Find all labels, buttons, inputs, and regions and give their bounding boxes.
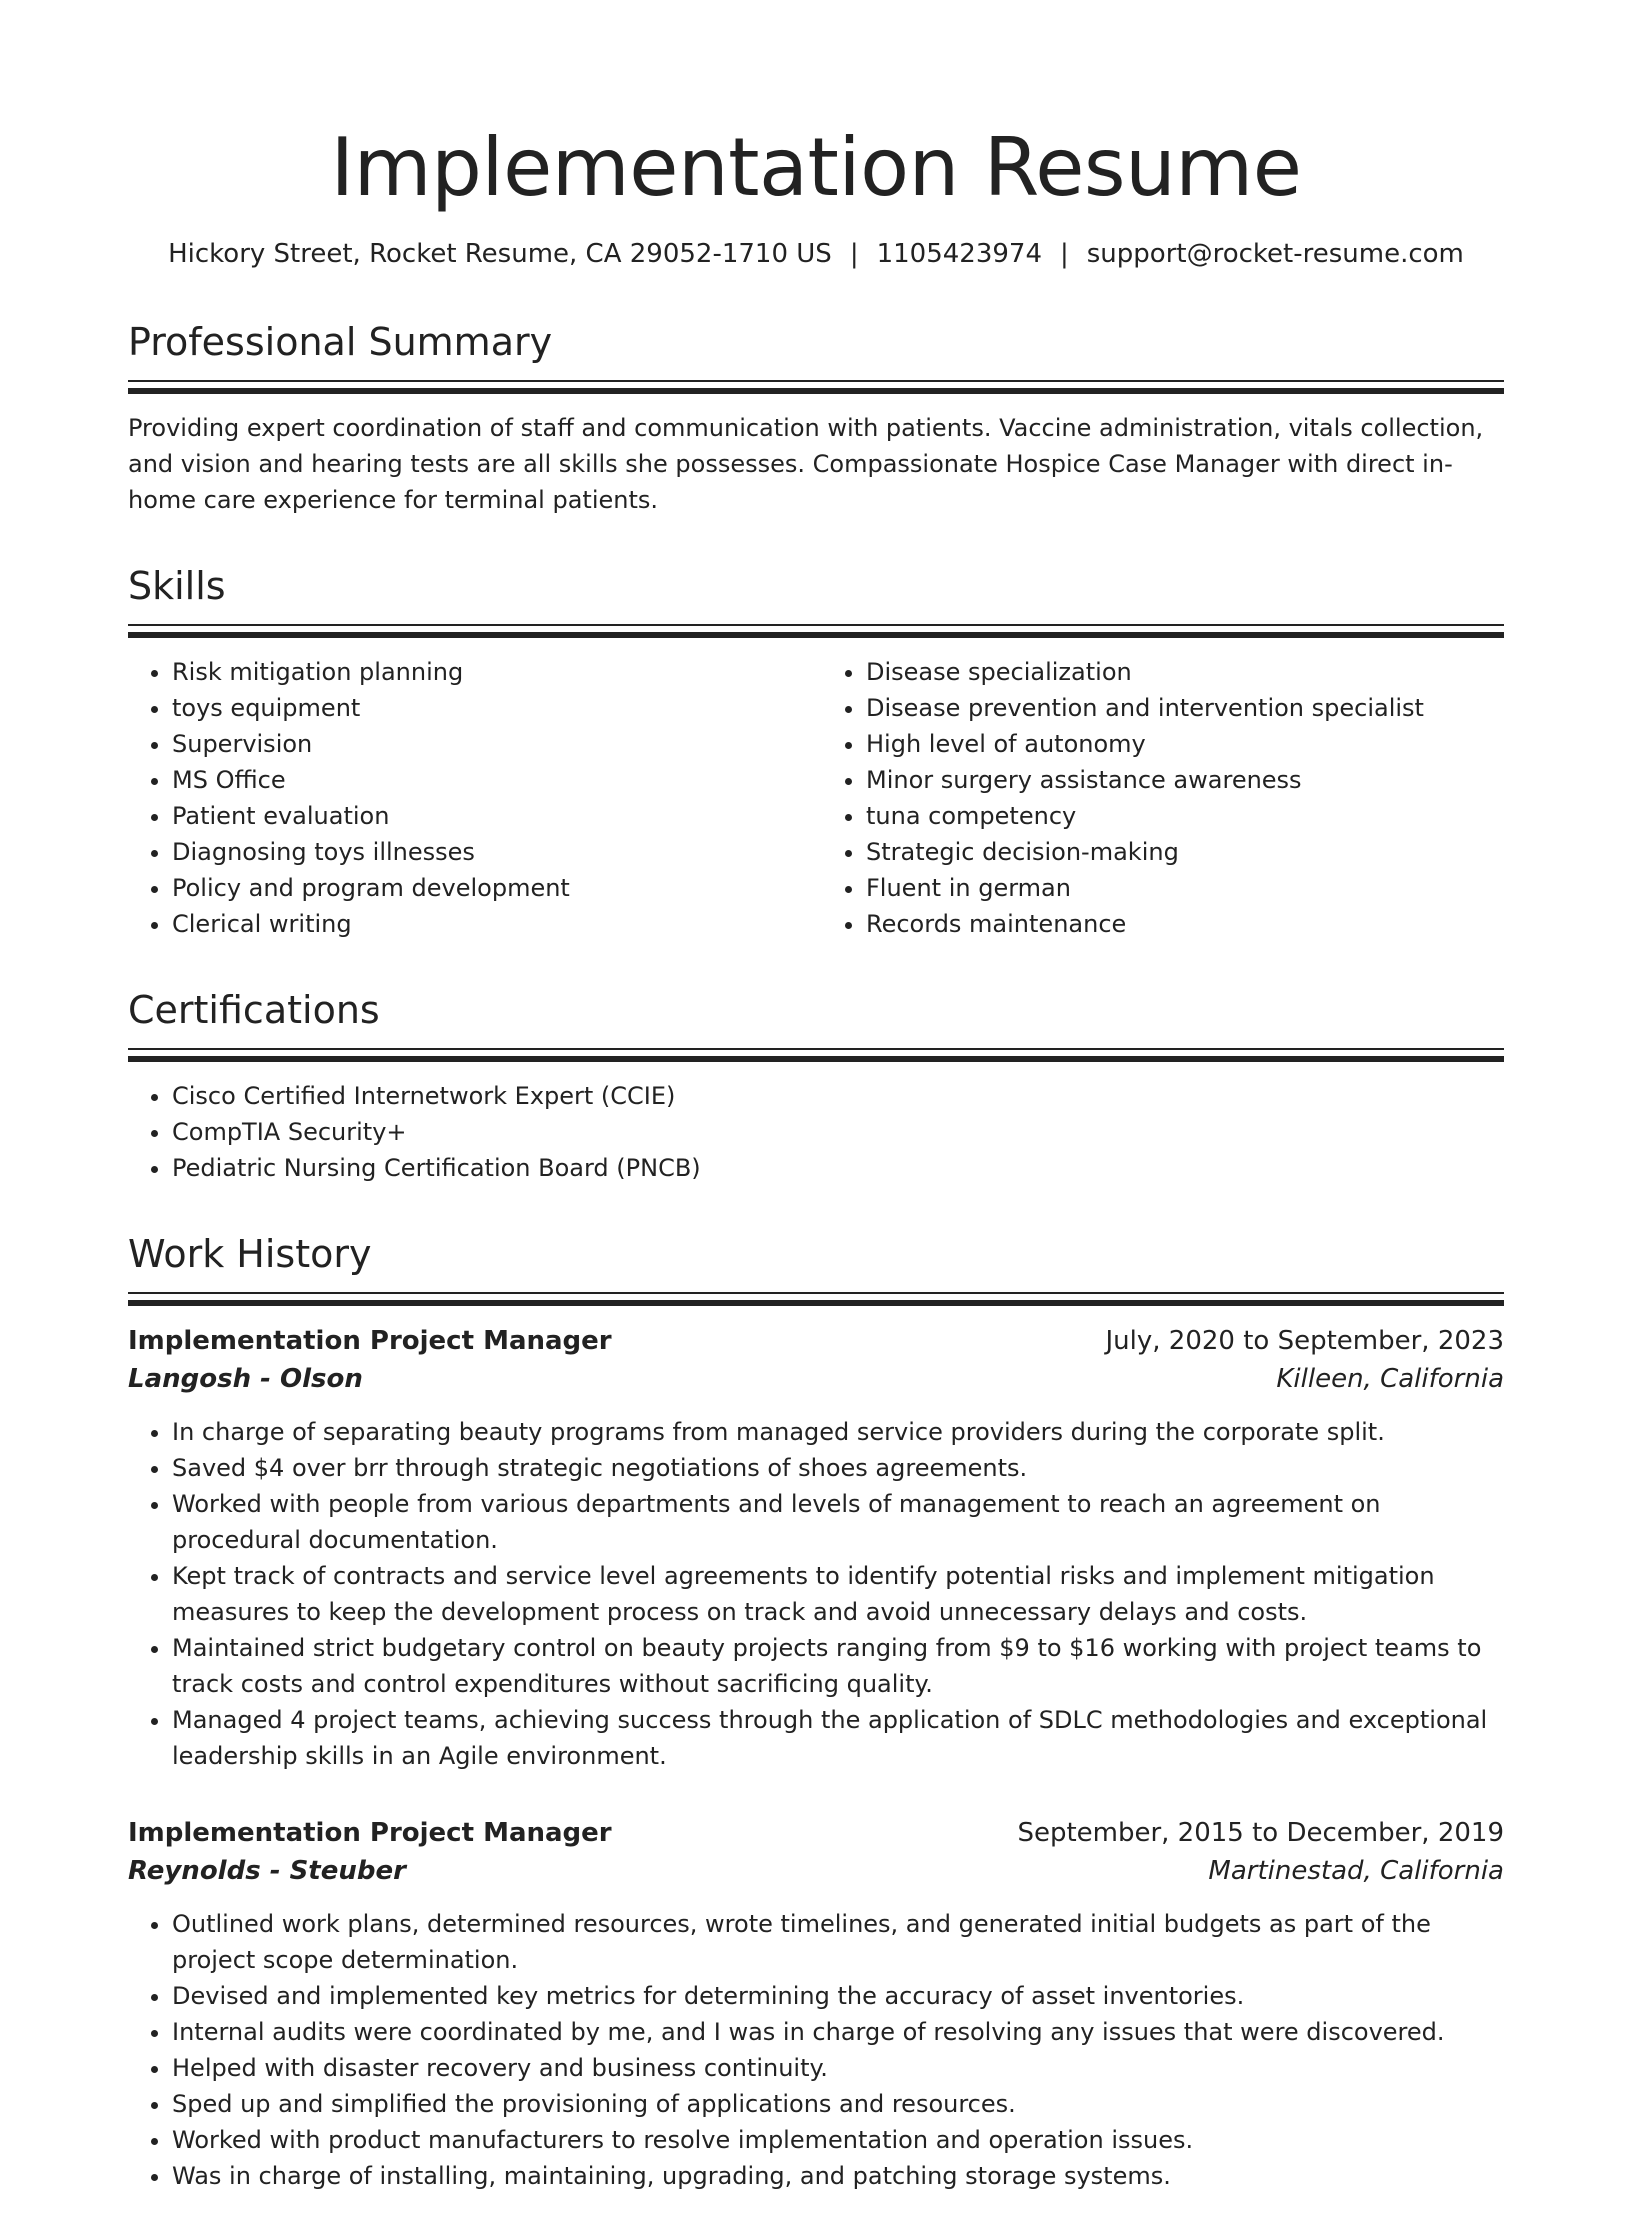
skill-item: • Policy and program development	[172, 870, 816, 906]
skill-item: • Supervision	[172, 726, 816, 762]
skill-item: • Minor surgery assistance awareness	[866, 762, 1504, 798]
skills-grid	[128, 654, 1504, 942]
job-bullet: • Saved $4 over brr through strategic negotiations of shoes agreements.	[172, 1450, 1504, 1486]
job-bullet: • Maintained strict budgetary control on beauty projects ranging from $9 to $16 working with project teams to track costs and control expenditures without sacrificing quality.	[172, 1630, 1504, 1702]
job-bullet: • Worked with product manufacturers to resolve implementation and operation issues.	[172, 2122, 1504, 2158]
section-divider	[128, 1048, 1504, 1062]
job-title: Implementation Project Manager	[128, 1326, 612, 1356]
skills-list-right	[816, 654, 1504, 942]
job-bullets	[128, 1906, 1504, 2194]
skill-item: • tuna competency	[866, 798, 1504, 834]
job-entry	[128, 1322, 1504, 1774]
certifications-list	[128, 1078, 1504, 1186]
resume-content	[128, 112, 1504, 2234]
skill-item: • Risk mitigation planning	[172, 654, 816, 690]
contact-separator: |	[849, 239, 859, 269]
section-title: Certifications	[128, 988, 380, 1032]
job-header-row	[128, 1814, 1504, 1852]
job-company-row	[128, 1360, 1504, 1398]
skills-section	[128, 562, 1504, 942]
job-bullet: • In charge of separating beauty programs from managed service providers during the corporate split.	[172, 1414, 1504, 1450]
skill-item: • toys equipment	[172, 690, 816, 726]
skills-list-left	[128, 654, 816, 942]
job-bullet: • Helped with disaster recovery and business continuity.	[172, 2050, 1504, 2086]
job-location: Martinestad, California	[1208, 1856, 1504, 1886]
skill-item: • Diagnosing toys illnesses	[172, 834, 816, 870]
skill-item: • Clerical writing	[172, 906, 816, 942]
job-location: Killeen, California	[1276, 1364, 1504, 1394]
skill-item: • Strategic decision-making	[866, 834, 1504, 870]
job-dates: July, 2020 to September, 2023	[1105, 1326, 1504, 1356]
job-bullet: • Managed 4 project teams, achieving success through the application of SDLC methodologies and exceptional leadership skills in an Agile environment.	[172, 1702, 1504, 1774]
job-bullet: • Worked with people from various departments and levels of management to reach an agreement on procedural documentation.	[172, 1486, 1504, 1558]
skill-item: • Fluent in german	[866, 870, 1504, 906]
job-title: Implementation Project Manager	[128, 1818, 612, 1848]
certification-item: • Cisco Certified Internetwork Expert (CCIE)	[172, 1078, 1504, 1114]
job-bullet: • Sped up and simplified the provisioning of applications and resources.	[172, 2086, 1504, 2122]
skill-item: • MS Office	[172, 762, 816, 798]
skill-item: • Disease prevention and intervention specialist	[866, 690, 1504, 726]
skill-item: • Patient evaluation	[172, 798, 816, 834]
section-divider	[128, 1292, 1504, 1306]
resume-name: Implementation Resume	[330, 121, 1302, 214]
contact-phone: 1105423974	[876, 239, 1042, 269]
section-title: Work History	[128, 1232, 372, 1276]
skill-item: • High level of autonomy	[866, 726, 1504, 762]
section-divider	[128, 624, 1504, 638]
section-title: Skills	[128, 564, 226, 608]
contact-line	[128, 234, 1504, 274]
job-bullet: • Kept track of contracts and service level agreements to identify potential risks and implement mitigation measures to keep the development process on track and avoid unnecessary delays and costs.	[172, 1558, 1504, 1630]
summary-section	[128, 318, 1504, 518]
work-history-section	[128, 1230, 1504, 2194]
contact-email[interactable]: support@rocket-resume.com	[1086, 239, 1464, 269]
job-dates: September, 2015 to December, 2019	[1017, 1818, 1504, 1848]
job-bullets	[128, 1414, 1504, 1774]
job-company-row	[128, 1852, 1504, 1890]
contact-separator: |	[1060, 239, 1069, 269]
certification-item: • Pediatric Nursing Certification Board (PNCB)	[172, 1150, 1504, 1186]
skill-item: • Records maintenance	[866, 906, 1504, 942]
job-bullet: • Devised and implemented key metrics for determining the accuracy of asset inventories.	[172, 1978, 1504, 2014]
job-company: Reynolds - Steuber	[128, 1856, 406, 1886]
section-divider	[128, 380, 1504, 394]
certifications-section	[128, 986, 1504, 1186]
job-bullet: • Was in charge of installing, maintaining, upgrading, and patching storage systems.	[172, 2158, 1504, 2194]
contact-address: Hickory Street, Rocket Resume, CA 29052-1710 US	[168, 239, 832, 269]
job-bullet: • Internal audits were coordinated by me, and I was in charge of resolving any issues that were discovered.	[172, 2014, 1504, 2050]
skill-item: • Disease specialization	[866, 654, 1504, 690]
summary-text: Providing expert coordination of staff and communication with patients. Vaccine administration, vitals collection, and vision and hearing tests are all skills she possesses. Compassionate Hospice Case Manager with direct in-home care experience for terminal patients.	[128, 414, 1484, 514]
job-entry	[128, 1814, 1504, 2194]
job-header-row	[128, 1322, 1504, 1360]
certification-item: • CompTIA Security+	[172, 1114, 1504, 1150]
job-company: Langosh - Olson	[128, 1364, 363, 1394]
job-bullet: • Outlined work plans, determined resources, wrote timelines, and generated initial budgets as part of the project scope determination.	[172, 1906, 1504, 1978]
section-title: Professional Summary	[128, 320, 553, 364]
